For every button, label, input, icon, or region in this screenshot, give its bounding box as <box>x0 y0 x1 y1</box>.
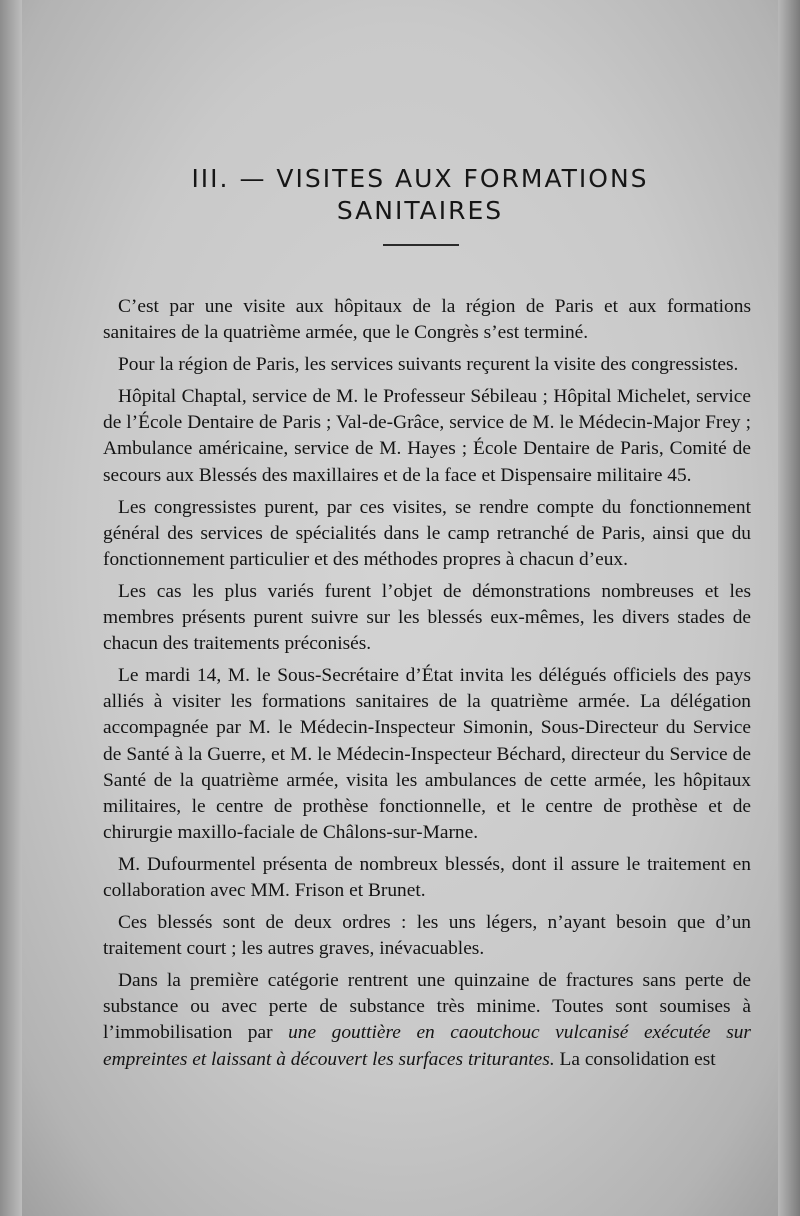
paragraph: C’est par une visite aux hôpitaux de la région de Paris et aux formations sanitaires de la quatrième armée, que le Congrès s’est terminé. <box>103 296 751 344</box>
page-edge-shadow <box>778 0 800 1216</box>
paragraph: Ces blessés sont de deux ordres : les uns légers, n’ayant besoin que d’un traitement court ; les autres graves, inévacuables. <box>103 912 751 960</box>
paragraph-last-end: La consolidation est <box>554 1048 716 1070</box>
paragraph: Hôpital Chaptal, service de M. le Professeur Sébileau ; Hôpital Michelet, service de l’École Dentaire de Paris ; Val-de-Grâce, service de M. le Médecin-Major Frey ; Ambulance américaine, service de M. Hayes ; École Dentaire de Paris, Comité de secours aux Blessés des maxillaires et de la face et Dispensaire militaire 45. <box>103 386 751 486</box>
paragraph-last <box>103 968 751 1072</box>
paragraph: Les congressistes purent, par ces visites, se rendre compte du fonctionnement général des services de spécialités dans le camp retranché de Paris, ainsi que du fonctionnement particulier et des méthodes propres à chacun d’eux. <box>103 496 751 570</box>
paragraph: Les cas les plus variés furent l’objet de démonstrations nombreuses et les membres présents purent suivre sur les blessés eux-mêmes, les divers stades de chacun des traitements préconisés. <box>103 580 751 655</box>
section-dash: — <box>239 164 267 193</box>
heading-rule <box>383 244 459 246</box>
section-title-line-2: SANITAIRES <box>336 196 504 225</box>
section-heading <box>110 163 730 227</box>
book-spine-shadow <box>0 0 22 1216</box>
body-text <box>103 294 751 1079</box>
paragraph: M. Dufourmentel présenta de nombreux blessés, dont il assure le traitement en collaboration avec MM. Frison et Brunet. <box>103 853 751 901</box>
paragraph: Pour la région de Paris, les services suivants reçurent la visite des congressistes. <box>118 354 739 376</box>
section-title-line-1: VISITES AUX FORMATIONS <box>276 164 649 193</box>
italic-phrase: une gouttière en caoutchouc vulcanisé exécutée sur empreintes et laissant à découvert les surfaces triturantes. <box>103 1022 751 1070</box>
section-heading-line-1 <box>110 163 730 195</box>
section-number: III. <box>191 164 230 193</box>
paragraph-last-text: Dans la première catégorie rentrent une quinzaine de fractures sans perte de substance ou avec perte de substance très minime. Toutes sont soumises à l’immobilisation par <box>103 970 751 1044</box>
paragraph: Le mardi 14, M. le Sous-Secrétaire d’État invita les délégués officiels des pays alliés à visiter les formations sanitaires de la quatrième armée. La délégation accompagnée par M. le Médecin-Inspecteur Simonin, Sous-Directeur du Service de Santé à la Guerre, et M. le Médecin-Inspecteur Béchard, directeur du Service de Santé de la quatrième armée, visita les ambulances de cette armée, les hôpitaux militaires, le centre de prothèse fonctionnelle, et le centre de prothèse et de chirurgie maxillo-faciale de Châlons-sur-Marne. <box>103 665 751 843</box>
